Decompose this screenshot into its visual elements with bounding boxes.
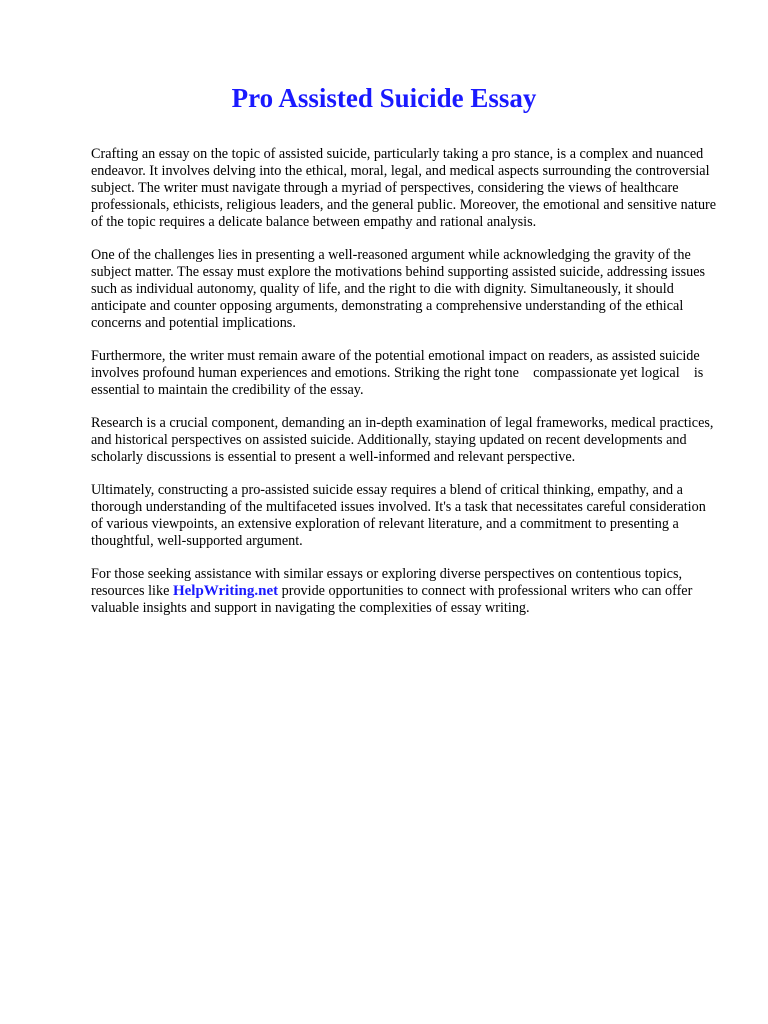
paragraph-4: Research is a crucial component, demanding an in-depth examination of legal frameworks, medical practices, and historical perspectives on assisted suicide. Additionally, staying updated on recent developments and scholarly discussions is essential to present a well-informed and relevant perspective. xyxy=(91,415,714,465)
paragraph-5: Ultimately, constructing a pro-assisted suicide essay requires a blend of critical thinking, empathy, and a thorough understanding of the multifaceted issues involved. It's a task that necessitates careful consideration of various viewpoints, an extensive exploration of relevant literature, and a commitment to presenting a thoughtful, well-supported argument. xyxy=(91,482,706,549)
paragraph-3: Furthermore, the writer must remain aware of the potential emotional impact on readers, as assisted suicide involves profound human experiences and emotions. Striking the right tone compassionate yet logical is essential to maintain the credibility of the essay. xyxy=(91,348,704,398)
paragraph-2: One of the challenges lies in presenting a well-reasoned argument while acknowledging the gravity of the subject matter. The essay must explore the motivations behind supporting assisted suicide, addressing issues such as individual autonomy, quality of life, and the right to die with dignity. Simultaneously, it should anticipate and counter opposing arguments, demonstrating a comprehensive understanding of the ethical concerns and potential implications. xyxy=(91,247,706,331)
essay-body xyxy=(91,146,721,633)
paragraph-6-outro: provide opportunities to connect with professional writers who can offer valuable insights and support in navigating the complexities of essay writing. xyxy=(91,583,693,616)
paragraph-6-intro: For those seeking assistance with similar essays or exploring diverse perspectives on contentious topics, resources like xyxy=(91,566,683,599)
paragraph-1: Crafting an essay on the topic of assisted suicide, particularly taking a pro stance, is a complex and nuanced endeavor. It involves delving into the ethical, moral, legal, and medical aspects surrounding the controversial subject. The writer must navigate through a myriad of perspectives, considering the views of healthcare professionals, ethicists, religious leaders, and the general public. Moreover, the emotional and sensitive nature of the topic requires a delicate balance between empathy and rational analysis. xyxy=(91,146,717,230)
helpwriting-link[interactable]: HelpWriting.net xyxy=(172,583,279,599)
paragraph-6 xyxy=(91,566,721,617)
page-title: Pro Assisted Suicide Essay xyxy=(231,83,537,113)
